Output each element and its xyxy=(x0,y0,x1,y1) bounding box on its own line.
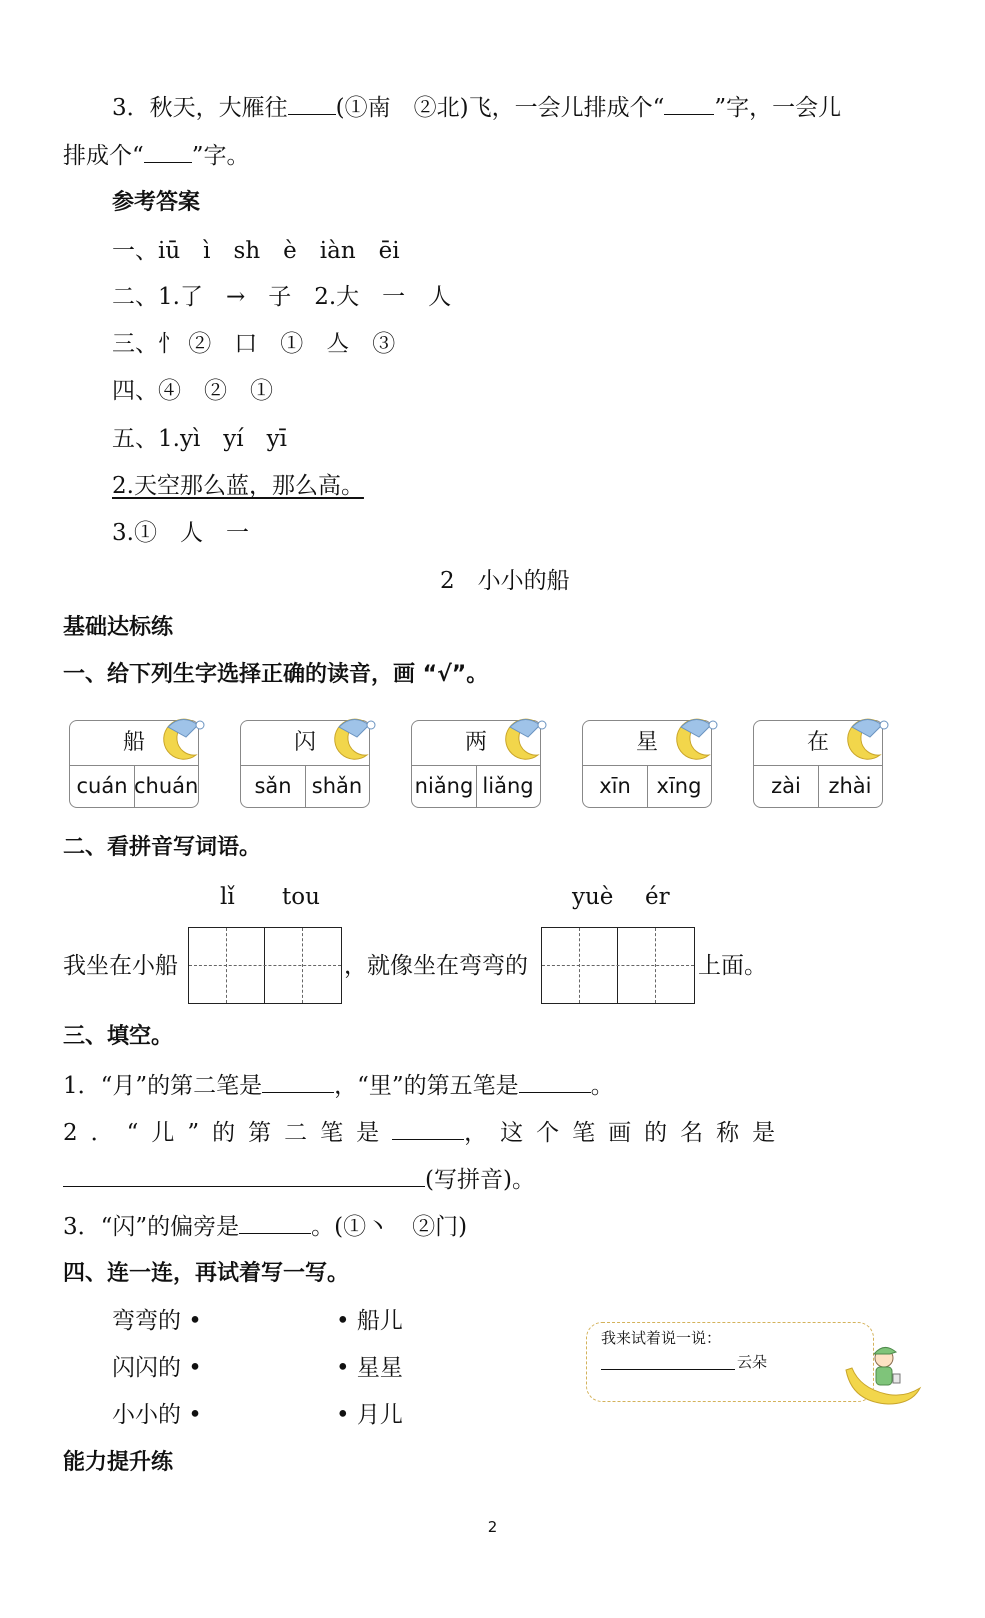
match-left-item[interactable]: 弯弯的 • xyxy=(112,1308,202,1334)
speech-box xyxy=(586,1322,874,1402)
match-left-item[interactable]: 闪闪的 • xyxy=(112,1355,202,1381)
match-right-item[interactable]: • 星星 xyxy=(336,1355,403,1381)
speech-word: 云朵 xyxy=(737,1353,768,1371)
pinyin-label: ér xyxy=(645,884,670,910)
match-left-item[interactable]: 小小的 • xyxy=(112,1402,202,1428)
pinyin-option[interactable]: cuán xyxy=(76,774,128,798)
moon-cap-icon xyxy=(156,715,208,763)
match-right-item[interactable]: • 月儿 xyxy=(336,1402,403,1428)
answer-line: 五、1.yì yí yī xyxy=(112,426,287,452)
answer-line: 3.① 人 一 xyxy=(112,520,249,546)
pinyin-option[interactable]: chuán xyxy=(134,774,199,798)
q2-title: 二、看拼音写词语。 xyxy=(63,835,262,860)
speech-title: 我来试着说一说： xyxy=(601,1329,722,1347)
q3-title: 三、填空。 xyxy=(63,1024,174,1049)
moon-cap-icon xyxy=(669,715,721,763)
card-char: 两 xyxy=(464,730,487,755)
answer-blank[interactable] xyxy=(144,140,192,163)
card-char: 船 xyxy=(122,730,145,755)
q3-item3: 3．“闪”的偏旁是 。(①丶 ②门) xyxy=(63,1211,467,1242)
q4-title: 四、连一连，再试着写一写。 xyxy=(63,1261,350,1286)
lesson-title: 2 小小的船 xyxy=(440,568,570,594)
pinyin-option[interactable]: shǎn xyxy=(311,774,363,798)
q2-sentence-part2: ，就像坐在弯弯的 xyxy=(344,953,528,979)
q3-item1: 1．“月”的第二笔是 ，“里”的第五笔是 。 xyxy=(63,1070,614,1101)
card-char: 闪 xyxy=(293,730,316,755)
answer-blank[interactable] xyxy=(392,1117,464,1140)
writing-grid[interactable] xyxy=(188,927,342,1004)
pinyin-option[interactable]: liǎng xyxy=(482,774,534,798)
answer-blank[interactable] xyxy=(519,1070,591,1093)
pinyin-option[interactable]: sǎn xyxy=(254,774,292,798)
pinyin-label: yuè xyxy=(572,884,614,910)
pinyin-label: tou xyxy=(282,884,320,910)
pinyin-card xyxy=(753,720,883,808)
answer-blank[interactable] xyxy=(239,1211,311,1234)
prev-q3-line2: 排成个“ ”字。 xyxy=(63,140,250,171)
q2-sentence-part1: 我坐在小船 xyxy=(63,953,178,979)
answer-blank[interactable] xyxy=(262,1070,334,1093)
pinyin-card xyxy=(69,720,199,808)
moon-cap-icon xyxy=(840,715,892,763)
answers-title: 参考答案 xyxy=(112,190,201,215)
prev-q3-line1: 3．秋天，大雁往 (①南 ②北)飞，一会儿排成个“ ”字，一会儿 xyxy=(112,92,841,123)
page-number: 2 xyxy=(487,1518,498,1536)
q2-sentence-part3: 上面。 xyxy=(698,953,767,979)
pinyin-option[interactable]: xīng xyxy=(656,774,702,798)
writing-grid[interactable] xyxy=(541,927,695,1004)
answer-blank[interactable] xyxy=(664,92,714,115)
pinyin-card xyxy=(411,720,541,808)
card-char: 在 xyxy=(806,730,829,755)
section-basic: 基础达标练 xyxy=(63,615,174,640)
answer-blank[interactable] xyxy=(288,92,336,115)
pinyin-option[interactable]: niǎng xyxy=(414,774,474,798)
pinyin-card xyxy=(240,720,370,808)
section-ability: 能力提升练 xyxy=(63,1450,174,1475)
speech-blank[interactable] xyxy=(601,1369,735,1370)
q3-item2: 2．“儿”的第二笔是 ，这个笔画的名称是 xyxy=(63,1117,788,1148)
card-char: 星 xyxy=(635,730,658,755)
answer-line: 二、1.了 → 子 2.大 一 人 xyxy=(112,284,452,310)
q3-item2-cont: (写拼音)。 xyxy=(63,1164,535,1195)
pinyin-card xyxy=(582,720,712,808)
moon-cap-icon xyxy=(498,715,550,763)
pinyin-label: lǐ xyxy=(220,884,235,910)
q1-title: 一、给下列生字选择正确的读音，画 “√”。 xyxy=(63,662,489,687)
answer-line: 三、忄 ② 口 ① 亼 ③ xyxy=(112,331,396,357)
answer-blank[interactable] xyxy=(63,1164,425,1187)
answer-line: 2.天空那么蓝，那么高。 xyxy=(112,473,364,499)
pinyin-option[interactable]: xīn xyxy=(599,774,631,798)
answer-line: 四、④ ② ① xyxy=(112,378,273,404)
pinyin-option[interactable]: zài xyxy=(771,774,801,798)
child-on-moon-icon xyxy=(838,1340,922,1408)
match-right-item[interactable]: • 船儿 xyxy=(336,1308,403,1334)
answer-line: 一、iū ì sh è iàn ēi xyxy=(112,238,400,264)
pinyin-option[interactable]: zhài xyxy=(828,774,872,798)
moon-cap-icon xyxy=(327,715,379,763)
